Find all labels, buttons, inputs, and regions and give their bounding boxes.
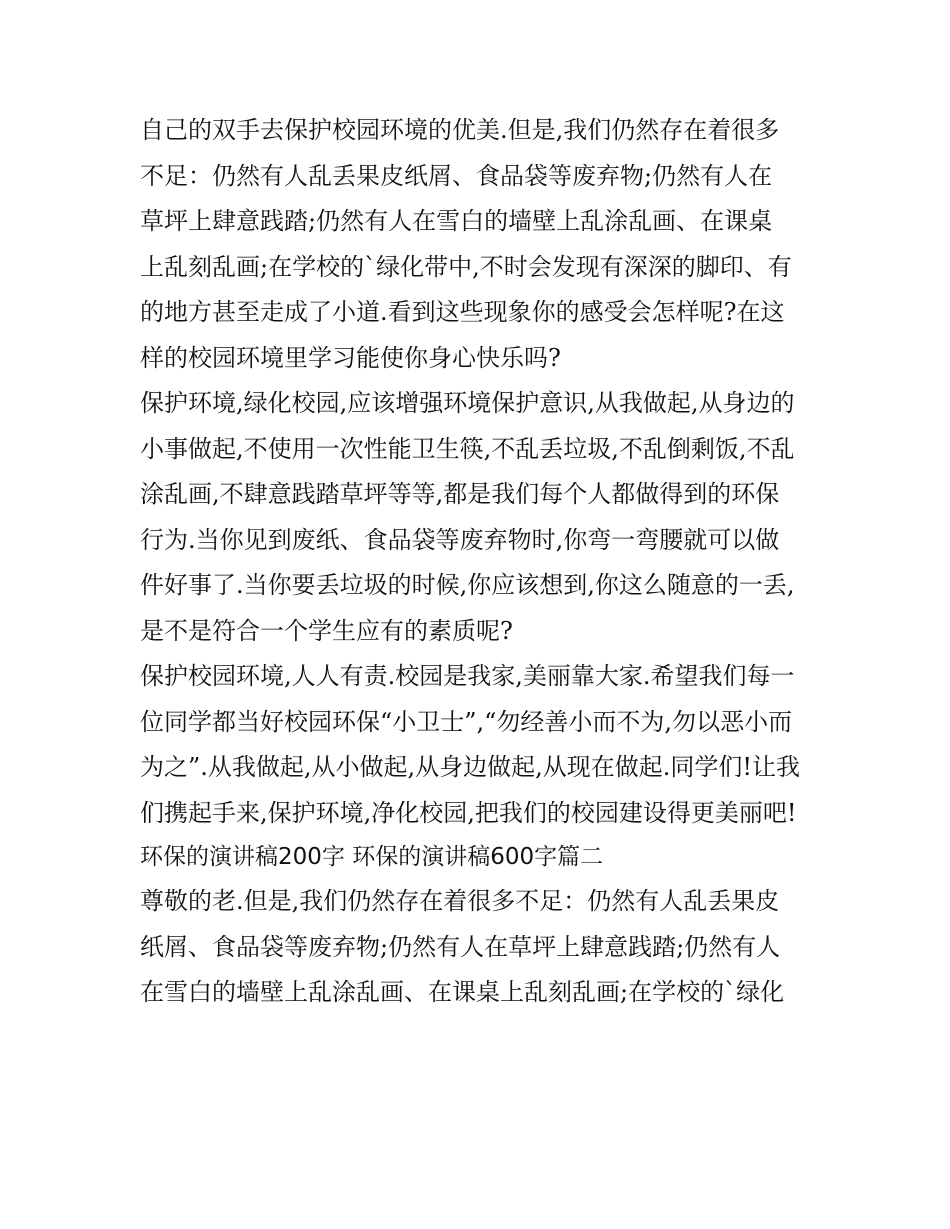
paragraph-line: 涂乱画,不肆意践踏草坪等等,都是我们每个人都做得到的环保 (140, 480, 780, 508)
paragraph-line: 草坪上肆意践踏;仍然有人在雪白的墙壁上乱涂乱画、在课桌 (140, 207, 773, 235)
paragraph-line: 小事做起,不使用一次性能卫生筷,不乱丢垃圾,不乱倒剩饭,不乱 (140, 434, 795, 463)
paragraph-line: 位同学都当好校园环保“小卫士”,“勿经善小而不为,勿以恶小而 (140, 707, 793, 736)
paragraph-line: 的地方甚至走成了小道.看到这些现象你的感受会怎样呢?在这 (140, 298, 785, 326)
paragraph-line: 是不是符合一个学生应有的素质呢? (140, 616, 513, 645)
paragraph-line: 样的校园环境里学习能使你身心快乐吗? (140, 343, 561, 372)
paragraph-line: 自己的双手去保护校园环境的优美.但是,我们仍然存在着很多 (140, 116, 780, 144)
paragraph-line: 保护校园环境,人人有责.校园是我家,美丽靠大家.希望我们每一 (140, 662, 795, 690)
paragraph-3 (140, 654, 820, 836)
document-body (140, 108, 820, 1016)
paragraph-line: 们携起手来,保护环境,净化校园,把我们的校园建设得更美丽吧! (140, 798, 797, 827)
section-heading: 环保的演讲稿200字 环保的演讲稿600字篇二 (140, 844, 604, 870)
paragraph-4 (140, 879, 820, 1016)
paragraph-line: 件好事了.当你要丢垃圾的时候,你应该想到,你这么随意的一丢, (140, 571, 795, 599)
paragraph-line: 不足：仍然有人乱丢果皮纸屑、食品袋等废弃物;仍然有人在 (140, 161, 773, 190)
paragraph-line: 尊敬的老.但是,我们仍然存在着很多不足：仍然有人乱丢果皮 (140, 887, 780, 915)
paragraph-line: 保护环境,绿化校园,应该增强环境保护意识,从我做起,从身边的 (140, 389, 795, 417)
paragraph-line: 在雪白的墙壁上乱涂乱画、在课桌上乱刻乱画;在学校的`绿化 (140, 978, 785, 1006)
paragraph-line: 行为.当你见到废纸、食品袋等废弃物时,你弯一弯腰就可以做 (140, 525, 780, 554)
paragraph-2 (140, 381, 820, 654)
paragraph-1 (140, 108, 820, 381)
paragraph-line: 为之”.从我做起,从小做起,从身边做起,从现在做起.同学们!让我 (140, 753, 801, 781)
paragraph-line: 上乱刻乱画;在学校的`绿化带中,不时会发现有深深的脚印、有 (140, 252, 792, 281)
paragraph-line: 纸屑、食品袋等废弃物;仍然有人在草坪上肆意践踏;仍然有人 (140, 932, 781, 961)
